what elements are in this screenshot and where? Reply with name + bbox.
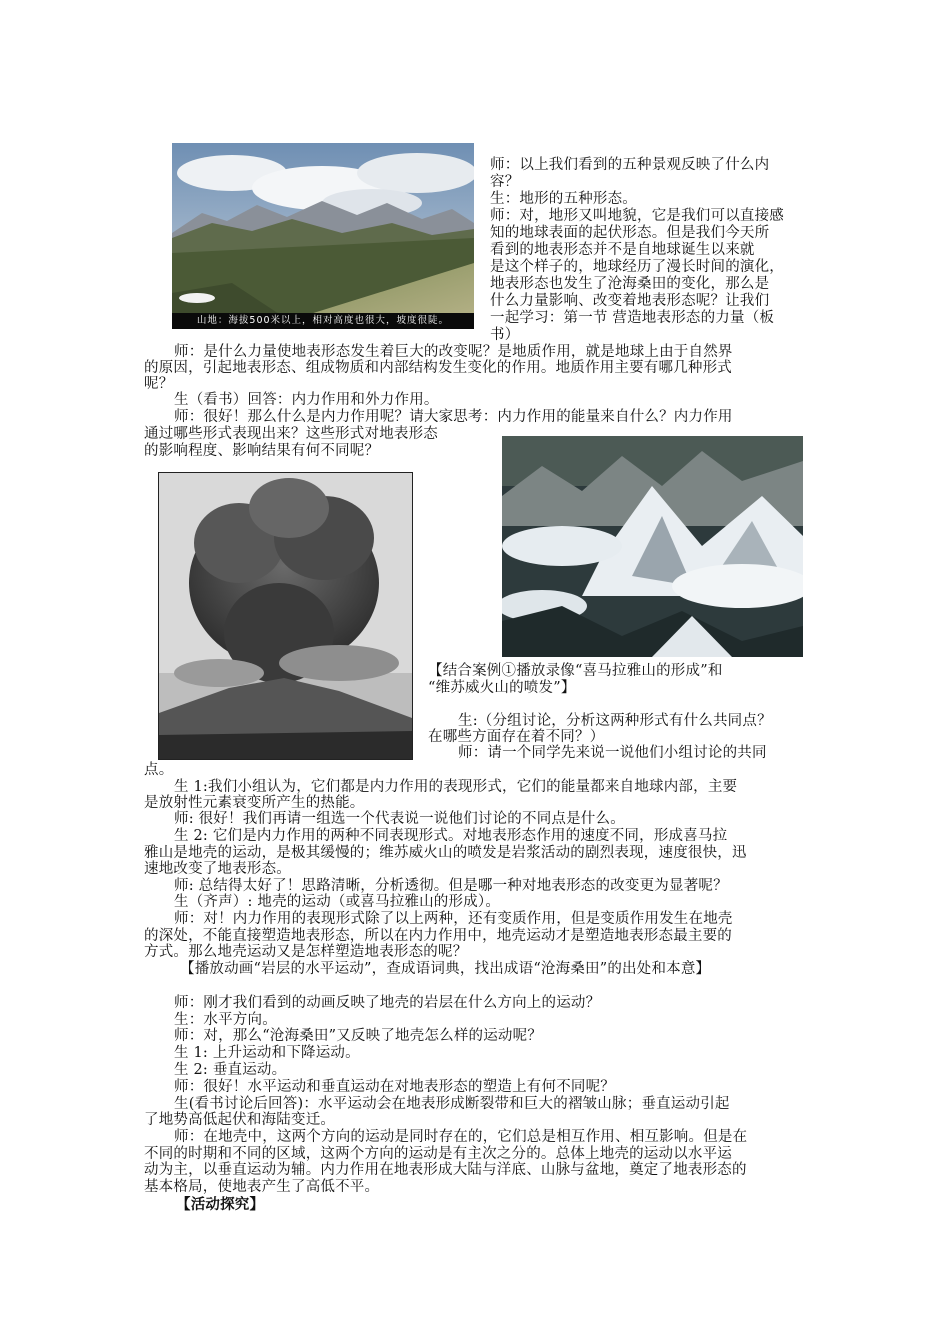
text-line: 通过哪些形式表现出来？这些形式对地表形态 <box>144 426 438 442</box>
mountain-landscape-photo <box>172 143 474 329</box>
text-line: 容？ <box>490 174 520 190</box>
text-line: 一起学习：第一节 营造地表形态的力量（板 <box>490 310 775 326</box>
text-line: 是这个样子的，地球经历了漫长时间的演化， <box>490 259 784 275</box>
text-line: 师：对，那么“沧海桑田”又反映了地壳怎么样的运动呢？ <box>174 1028 543 1044</box>
text-line: 看到的地表形态并不是自地球诞生以来就 <box>490 242 755 258</box>
text-line: 生 1: 上升运动和下降运动。 <box>174 1045 360 1061</box>
text-line: 生 2: 垂直运动。 <box>174 1062 287 1078</box>
himalaya-aerial-drawing <box>502 436 803 657</box>
text-line: 书） <box>490 327 520 343</box>
text-line: 生 2: 它们是内力作用的两种不同表现形式。对地表形态作用的速度不同，形成喜马拉 <box>174 828 728 844</box>
text-line: 呢？ <box>144 376 174 392</box>
text-line: 生（看书）回答：内力作用和外力作用。 <box>174 392 439 408</box>
text-line: 在哪些方面存在着不同？） <box>428 729 605 745</box>
text-line: 师：对！内力作用的表现形式除了以上两种，还有变质作用，但是变质作用发生在地壳 <box>174 911 733 927</box>
text-line: 雅山是地壳的运动，是极其缓慢的；维苏威火山的喷发是岩浆活动的剧烈表现，速度很快，迅 <box>144 845 747 861</box>
text-line: 生(看书讨论后回答)：水平运动会在地表形成断裂带和巨大的褶皱山脉；垂直运动引起 <box>174 1096 730 1112</box>
text-line: 师：在地壳中，这两个方向的运动是同时存在的，它们总是相互作用、相互影响。但是在 <box>174 1129 748 1145</box>
text-line: 知的地球表面的起伏形态。但是我们今天所 <box>490 225 770 241</box>
volcano-eruption-photo <box>158 472 413 760</box>
mountain-landscape-drawing <box>172 143 474 329</box>
text-line: 的影响程度、影响结果有何不同呢？ <box>144 443 380 459</box>
activity-heading: 【活动探究】 <box>176 1196 265 1213</box>
text-line: 方式。那么地壳运动又是怎样塑造地表形态的呢？ <box>144 944 468 960</box>
text-line: 生:（分组讨论，分析这两种形式有什么共同点？ <box>458 713 772 729</box>
text-line: 生：地形的五种形态。 <box>490 191 637 207</box>
text-line: 生 1:我们小组认为，它们都是内力作用的表现形式，它们的能量都来自地球内部，主要 <box>174 779 738 795</box>
text-line: 师：请一个同学先来说一说他们小组讨论的共同 <box>458 745 767 761</box>
volcano-eruption-drawing <box>159 473 412 759</box>
mountain-photo-caption: 山地：海拔500米以上，相对高度也很大，坡度很陡。 <box>172 313 474 329</box>
text-line: 的深处，不能直接塑造地表形态，所以在内力作用中，地壳运动才是塑造地表形态最主要的 <box>144 928 732 944</box>
text-line: 的原因，引起地表形态、组成物质和内部结构发生变化的作用。地质作用主要有哪几种形式 <box>144 360 732 376</box>
text-line: 生（齐声）: 地壳的运动（或喜马拉雅山的形成）。 <box>174 894 501 910</box>
text-line: 师：对，地形又叫地貌，它是我们可以直接感 <box>490 208 784 224</box>
text-line: 基本格局，使地表产生了高低不平。 <box>144 1179 380 1195</box>
text-line: 什么力量影响、改变着地表形态呢？让我们 <box>490 293 770 309</box>
text-line: 师: 总结得太好了！思路清晰，分析透彻。但是哪一种对地表形态的改变更为显著呢？ <box>174 878 728 894</box>
text-line: 师：很好！水平运动和垂直运动在对地表形态的塑造上有何不同呢？ <box>174 1079 615 1095</box>
text-line: 【播放动画“岩层的水平运动”，查成语词典，找出成语“沧海桑田”的出处和本意】 <box>180 961 711 977</box>
text-line: 师：是什么力量使地表形态发生着巨大的改变呢？是地质作用，就是地球上由于自然界 <box>174 344 733 360</box>
text-line: 了地势高低起伏和海陆变迁。 <box>144 1112 336 1128</box>
text-line: “维苏威火山的喷发”】 <box>428 680 576 696</box>
text-line: 师：很好！那么什么是内力作用呢？请大家思考：内力作用的能量来自什么？内力作用 <box>174 409 733 425</box>
text-line: 师：以上我们看到的五种景观反映了什么内 <box>490 157 770 173</box>
text-line: 地表形态也发生了沧海桑田的变化，那么是 <box>490 276 770 292</box>
text-line: 【结合案例①播放录像“喜马拉雅山的形成”和 <box>428 663 723 679</box>
text-line: 是放射性元素衰变所产生的热能。 <box>144 795 365 811</box>
himalaya-aerial-photo <box>502 436 803 657</box>
text-line: 速地改变了地表形态。 <box>144 861 291 877</box>
text-line: 点。 <box>144 762 174 778</box>
text-line: 师: 很好！我们再请一组选一个代表说一说他们讨论的不同点是什么。 <box>174 811 625 827</box>
text-line: 师：刚才我们看到的动画反映了地壳的岩层在什么方向上的运动？ <box>174 995 601 1011</box>
text-line: 不同的时期和不同的区域，这两个方向的运动是有主次之分的。总体上地壳的运动以水平运 <box>144 1146 732 1162</box>
text-line: 生：水平方向。 <box>174 1012 277 1028</box>
text-line: 动为主，以垂直运动为辅。内力作用在地表形成大陆与洋底、山脉与盆地，奠定了地表形态的 <box>144 1162 747 1178</box>
